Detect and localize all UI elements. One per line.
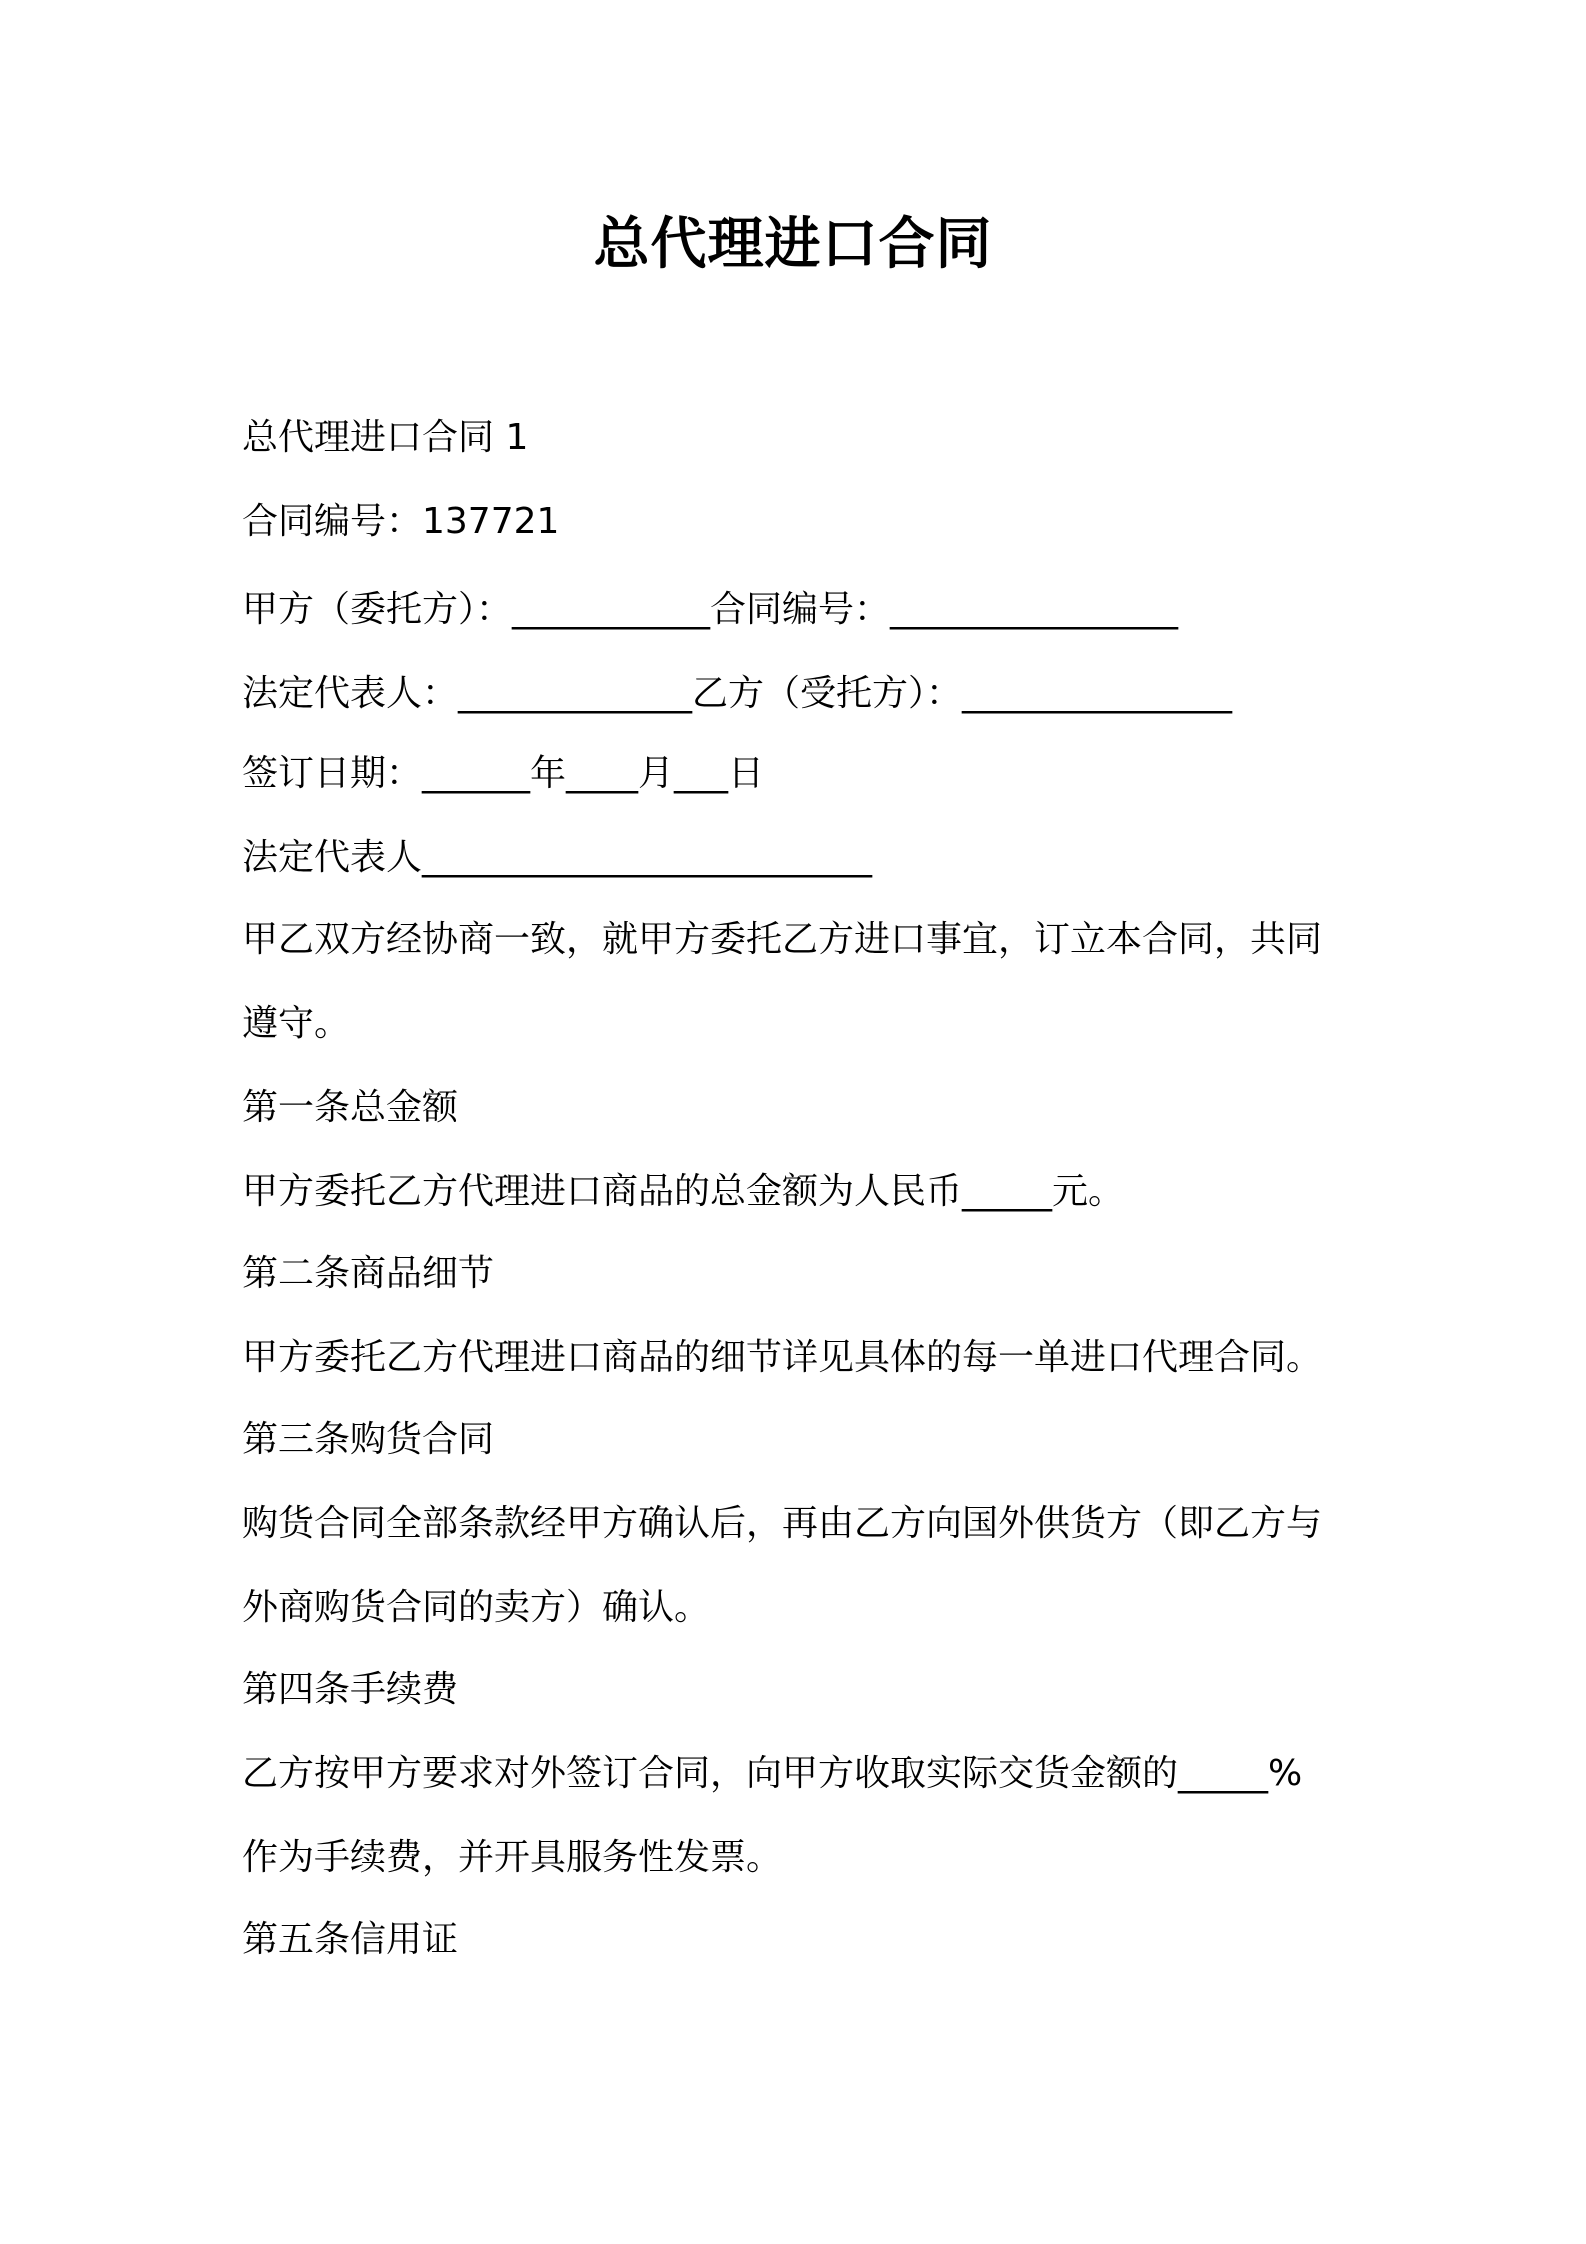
- article-1-heading: 第一条总金额: [242, 1087, 459, 1128]
- article-2-text: 甲方委托乙方代理进口商品的细节详见具体的每一单进口代理合同。: [242, 1337, 1323, 1378]
- preamble-line-2: 遵守。: [242, 1003, 351, 1044]
- article-3-heading: 第三条购货合同: [242, 1419, 495, 1460]
- preamble-line-1: 甲乙双方经协商一致，就甲方委托乙方进口事宜，订立本合同，共同: [242, 919, 1323, 960]
- document-title: 总代理进口合同: [593, 212, 993, 277]
- legal-rep-line: 法定代表人_________________________: [242, 837, 873, 878]
- article-4-heading: 第四条手续费: [242, 1669, 459, 1710]
- contract-number-line: 合同编号：137721: [242, 501, 560, 542]
- article-1-text: 甲方委托乙方代理进口商品的总金额为人民币_____元。: [242, 1171, 1125, 1212]
- subtitle-line: 总代理进口合同 1: [242, 417, 529, 458]
- article-3-text-2: 外商购货合同的卖方）确认。: [242, 1587, 711, 1628]
- legal-rep-party-b-line: 法定代表人：_____________乙方（受托方）：_______________: [242, 673, 1233, 714]
- article-3-text-1: 购货合同全部条款经甲方确认后，再由乙方向国外供货方（即乙方与: [242, 1503, 1323, 1544]
- article-4-text-1: 乙方按甲方要求对外签订合同，向甲方收取实际交货金额的_____%: [242, 1753, 1303, 1794]
- signing-date-line: 签订日期：______年____月___日: [242, 753, 765, 794]
- article-4-text-2: 作为手续费，并开具服务性发票。: [242, 1837, 783, 1878]
- party-a-line: 甲方（委托方）：___________合同编号：________________: [242, 589, 1179, 630]
- article-2-heading: 第二条商品细节: [242, 1253, 495, 1294]
- article-5-heading: 第五条信用证: [242, 1919, 459, 1960]
